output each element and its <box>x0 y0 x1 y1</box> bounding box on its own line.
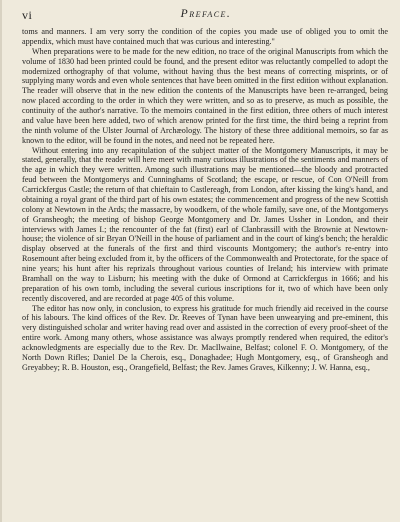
page-header <box>22 8 390 22</box>
running-title: Preface. <box>180 8 232 20</box>
body-text <box>22 27 388 373</box>
paragraph-new-edition: When preparations were to be made for the new edition, no trace of the original Manuscripts from which the volume of 1830 had been printed could be found, and the present editor was reluctantly compelled to adopt the modernized orthography of that volume, without having thus the best means of correcting misprints, or of supplying many words and even whole sentences that have been omitted in the first edition without explanation. The reader will observe that in the new edition the contents of the Manuscripts have been re-arranged, being now placed according to the order in which they were written, and so as to preserve, as much as possible, the continuity of the author's narrative. To the memoirs contained in the first edition, three others of much interest and value have been here added, two of which arenow printed for the first time, the third being a reprint from the ninth volume of the Ulster Journal of Archæology. The history of these three additional memoirs, so far as known to the editor, will be found in the notes, and need not be repeated here. <box>22 46 388 145</box>
paragraph-subject-matter: Without entering into any recapitulation of the subject matter of the Montgomery Manuscripts, it may be stated, generally, that the reader will here meet with many curious illustrations of the sentiments and manners of the age in which they were written. Among such illustrations may be mentioned—the bloody and protracted feud between the Montgomerys and Cunninghams of Scotland; the escape, or rescue, of Con O'Neill from Carrickfergus Castle; the return of that chieftain to Castlereagh, from London, after kissing the king's hand, and obtaining a royal grant of the third part of his own estates; the commencement and progress of the new Scottish colony at Newtown in the Ards; the massacre, by woodkern, of the whole family, save one, of the Montgomerys of Gransheogh; the meeting of bishop George Montgomery and Dr. James Ussher in London, and their interviews with James I.; the rencounter of the fat (first) earl of Clanbrassill with the Brownie at Newtown-house; the violence of sir Bryan O'Neill in the house of parliament and in the court of king's bench; the heraldic display observed at the funerals of the first and third viscounts Montgomery; the author's re-entry into Rosemount after being excluded from it, by the officers of the Commonwealth and Protectorate, for the space of nine years; his hunt after his reprizals throughout various counties of Ireland; his interview with primate Bramhall on the way to Lisburn; his meeting with the duke of Ormond at Carrickfergus in 1666; and his preparation of his own tomb, including the several curious inscriptions for it, two of which have been only recently discovered, and are recorded at page 405 of this volume. <box>22 145 388 303</box>
paragraph-continuation: toms and manners. I am very sorry the condition of the copies you made use of obliged you to omit the appendix, which must have contained much that was curious and interesting." <box>22 27 388 46</box>
page-number: vi <box>22 8 33 22</box>
paragraph-acknowledgments: The editor has now only, in conclusion, to express his gratitude for much friendly aid received in the course of his labours. The kind offices of the Rev. Dr. Reeves of Tynan have been unwearying and pre-eminent, this very distinguished scholar and writer having read over and assisted in the correction of every proof-sheet of the entire work. Among many others, whose assistance was always promptly rendered when required, the editor's acknowledgments are especially due to the Rev. Dr. MacIlwaine, Belfast; colonel F. O. Montgomery, of the North Down Rifles; Daniel De la Cherois, esq., Donaghadee; Hugh Montgomery, esq., of Gransheogh and Greyabbey; R. B. Houston, esq., Orangefield, Belfast; the Rev. James Graves, Kilkenny; J. W. Hanna, esq., <box>22 303 388 372</box>
